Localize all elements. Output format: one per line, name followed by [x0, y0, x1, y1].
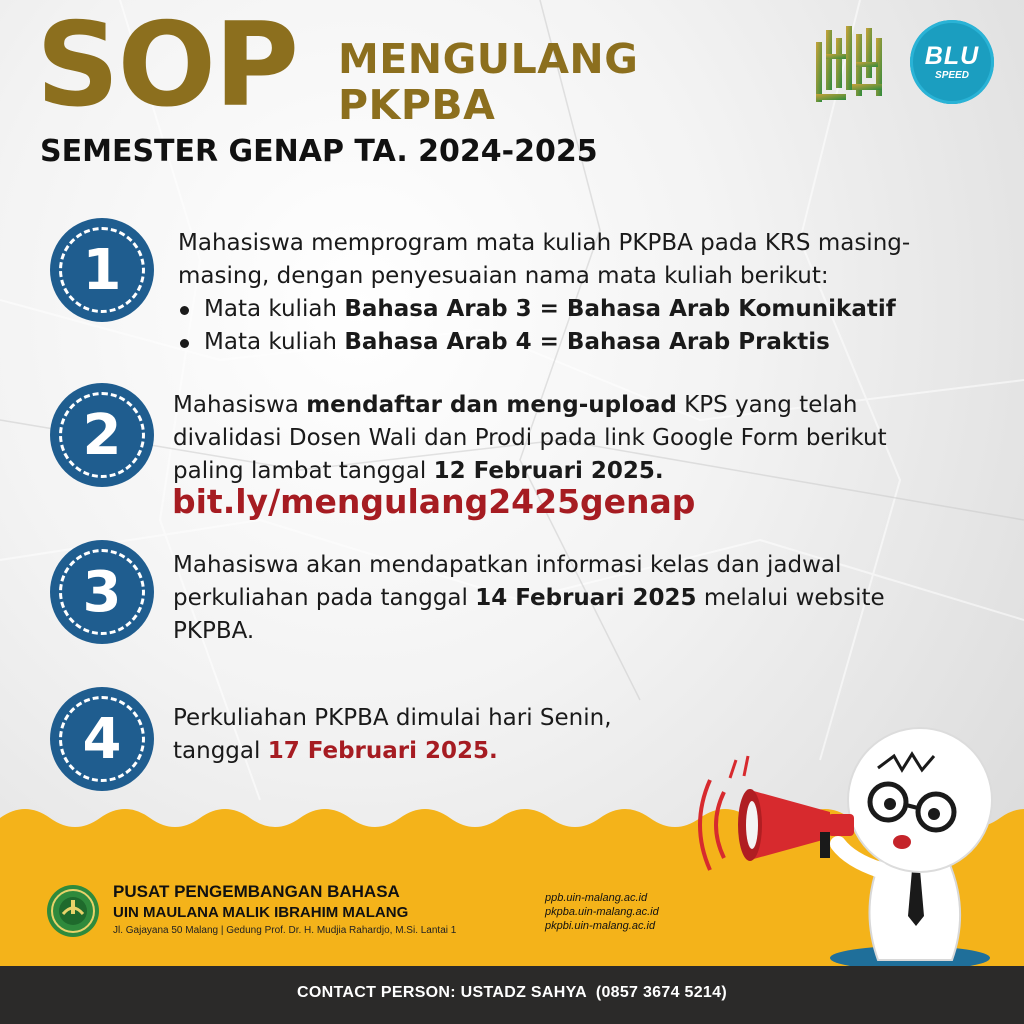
semester-subtitle: SEMESTER GENAP TA. 2024-2025 — [40, 134, 598, 169]
step-4-number: 4 — [82, 706, 122, 772]
step-1-number: 1 — [82, 237, 122, 303]
step-3-line-1: Mahasiswa akan mendapatkan informasi kelas dan jadwal — [173, 552, 842, 578]
step-1-line-2: masing, dengan penyesuaian nama mata kuliah berikut: — [178, 263, 829, 289]
sop-title: SOP — [36, 0, 298, 133]
step-2-number: 2 — [82, 402, 122, 468]
uin-malang-emblem-icon — [46, 884, 100, 938]
step-3-badge — [50, 540, 154, 644]
website-link[interactable]: ppb.uin-malang.ac.id — [545, 892, 648, 904]
step-2-line-3: paling lambat tanggal 12 Februari 2025. — [173, 458, 664, 484]
step-2-text — [173, 389, 887, 488]
step-4-line-1: Perkuliahan PKPBA dimulai hari Senin, — [173, 705, 612, 731]
website-link[interactable]: pkpba.uin-malang.ac.id — [545, 906, 659, 918]
step-3-number: 3 — [82, 559, 122, 625]
website-link[interactable]: pkpbi.uin-malang.ac.id — [545, 920, 656, 932]
title-line-2: PKPBA — [338, 81, 496, 129]
blu-logo-text: BLU — [924, 42, 980, 70]
google-form-link[interactable]: bit.ly/mengulang2425genap — [172, 482, 696, 521]
blu-logo-subtext: SPEED — [935, 70, 969, 81]
step-2-line-2: divalidasi Dosen Wali dan Prodi pada link Google Form berikut — [173, 425, 887, 451]
title-block — [338, 36, 638, 128]
step-1-bullet-2: Mata kuliah Bahasa Arab 4 = Bahasa Arab Praktis — [178, 326, 910, 359]
step-1-bullet-list — [178, 293, 910, 359]
org-address: Jl. Gajayana 50 Malang | Gedung Prof. Dr. H. Mudjia Rahardjo, M.Si. Lantai 1 — [113, 925, 457, 936]
step-1-line-1: Mahasiswa memprogram mata kuliah PKPBA pada KRS masing- — [178, 230, 911, 256]
step-1-text — [178, 227, 910, 359]
title-line-1: MENGULANG — [338, 35, 639, 83]
megaphone-mascot-illustration — [690, 720, 1024, 980]
arabic-calligraphy-logo — [812, 24, 890, 104]
step-2-line-1: Mahasiswa mendaftar dan meng-upload KPS yang telah — [173, 392, 858, 418]
step-4-badge — [50, 687, 154, 791]
website-list — [545, 891, 659, 933]
org-name: PUSAT PENGEMBANGAN BAHASA — [113, 882, 400, 901]
step-4-line-2: tanggal 17 Februari 2025. — [173, 738, 498, 764]
step-1-bullet-1: Mata kuliah Bahasa Arab 3 = Bahasa Arab Komunikatif — [178, 293, 910, 326]
contact-person: CONTACT PERSON: USTADZ SAHYA (0857 3674 5214) — [297, 984, 727, 1001]
blu-speed-logo — [910, 20, 994, 104]
university-name: UIN MAULANA MALIK IBRAHIM MALANG — [113, 904, 409, 921]
step-3-line-2: perkuliahan pada tanggal 14 Februari 2025 melalui website — [173, 585, 885, 611]
step-4-text — [173, 702, 612, 768]
step-2-badge — [50, 383, 154, 487]
step-1-badge — [50, 218, 154, 322]
step-3-text — [173, 549, 885, 648]
step-3-line-3: PKPBA. — [173, 618, 255, 644]
